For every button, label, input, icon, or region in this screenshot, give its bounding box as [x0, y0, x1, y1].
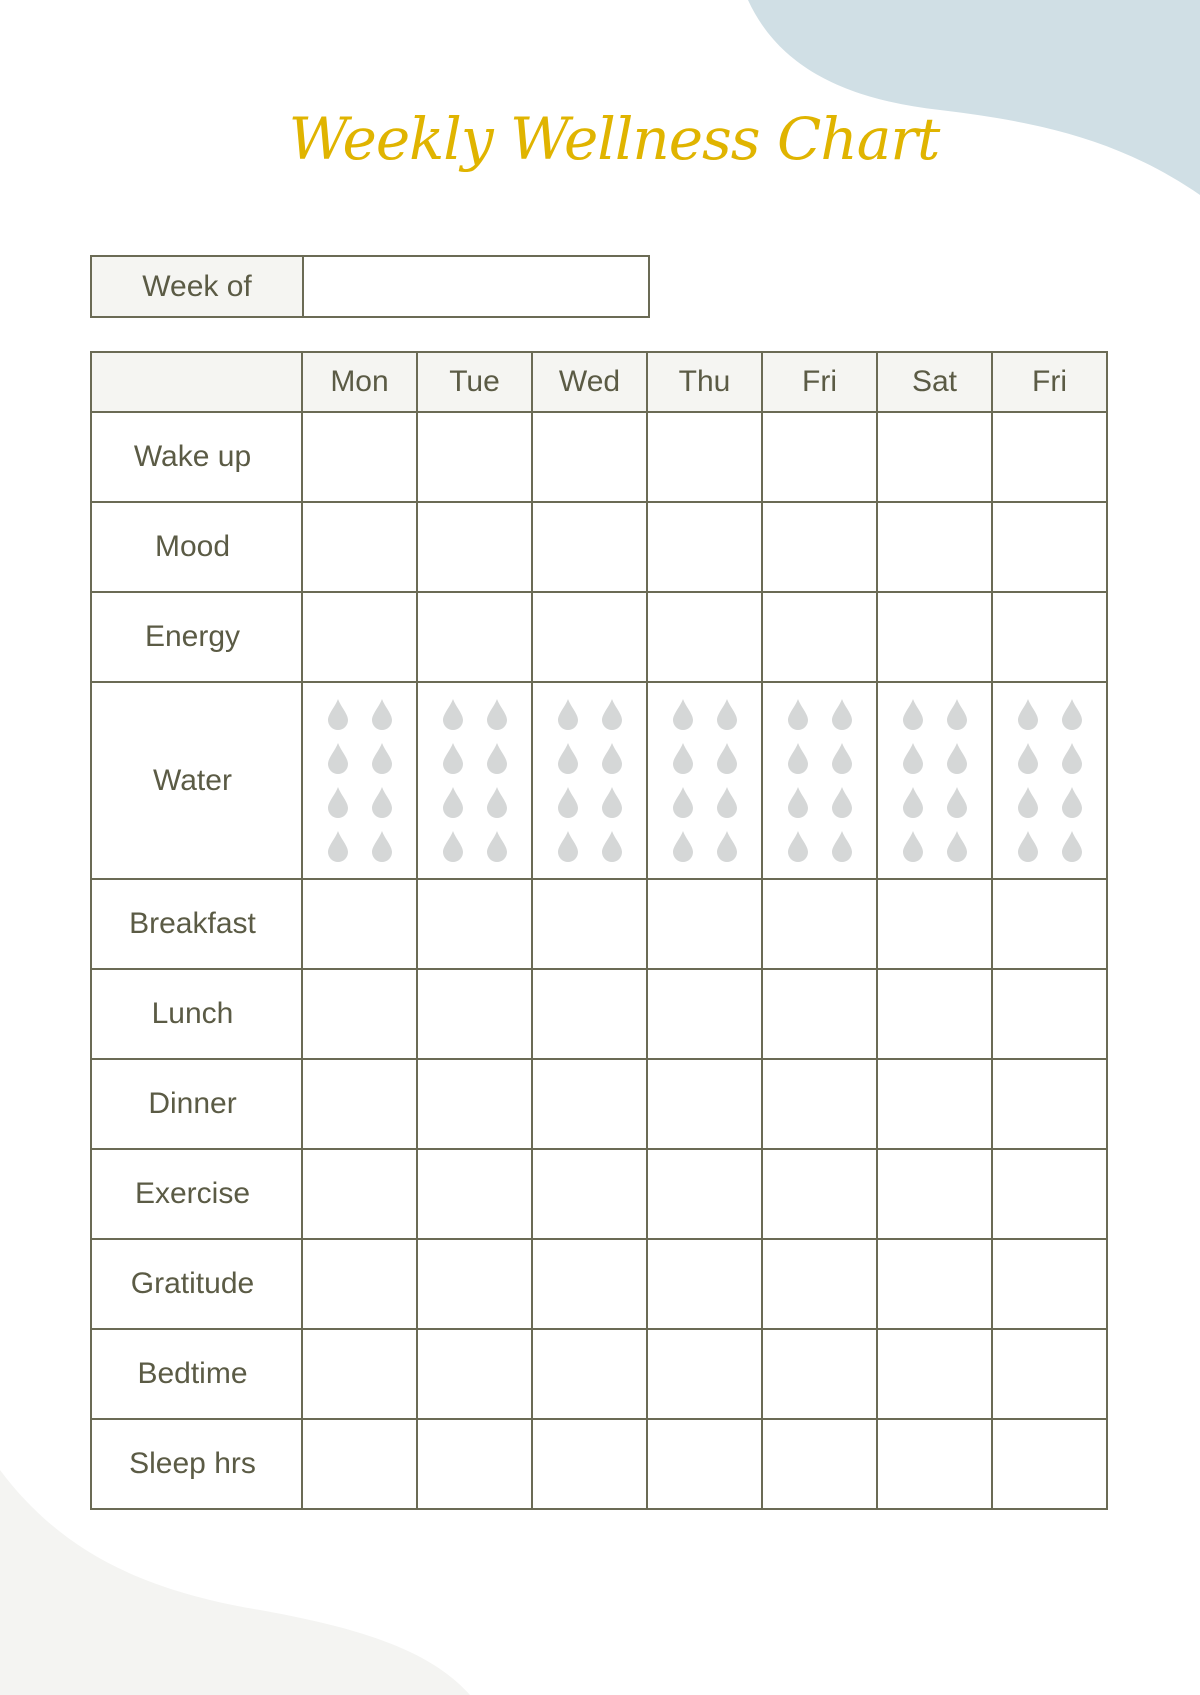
entry-cell[interactable] [532, 1329, 647, 1419]
water-drop-icon[interactable] [601, 743, 623, 775]
table-row [91, 1329, 1107, 1419]
entry-cell[interactable] [877, 1239, 992, 1329]
entry-cell[interactable] [302, 592, 417, 682]
table-row [91, 412, 1107, 502]
water-drop-icon[interactable] [831, 743, 853, 775]
entry-cell[interactable] [992, 1239, 1107, 1329]
week-of-input[interactable] [304, 257, 648, 316]
day-header: Mon [302, 352, 417, 412]
water-drop-icon[interactable] [371, 831, 393, 863]
table-row [91, 1419, 1107, 1509]
entry-cell[interactable] [532, 1059, 647, 1149]
day-header: Fri [762, 352, 877, 412]
water-drop-icon[interactable] [327, 831, 349, 863]
water-drop-icon[interactable] [787, 831, 809, 863]
entry-cell[interactable] [877, 1329, 992, 1419]
wellness-table [90, 351, 1108, 1510]
water-drop-icon[interactable] [1017, 787, 1039, 819]
water-drop-icon[interactable] [371, 743, 393, 775]
entry-cell[interactable] [762, 412, 877, 502]
row-label: Lunch [91, 969, 302, 1059]
water-drop-icon[interactable] [1061, 743, 1083, 775]
table-row [91, 502, 1107, 592]
entry-cell[interactable] [647, 1419, 762, 1509]
water-drop-icon[interactable] [486, 831, 508, 863]
water-drop-icon[interactable] [831, 787, 853, 819]
water-drop-icon[interactable] [716, 743, 738, 775]
water-drop-icon[interactable] [946, 787, 968, 819]
day-header: Tue [417, 352, 532, 412]
water-drop-icon[interactable] [946, 831, 968, 863]
water-cell[interactable] [647, 682, 762, 879]
entry-cell[interactable] [992, 1149, 1107, 1239]
water-drop-icon[interactable] [716, 831, 738, 863]
water-drop-icon[interactable] [902, 831, 924, 863]
water-drop-icon[interactable] [902, 699, 924, 731]
week-of-field[interactable] [90, 255, 650, 318]
water-drop-icon[interactable] [371, 699, 393, 731]
entry-cell[interactable] [417, 412, 532, 502]
entry-cell[interactable] [877, 1149, 992, 1239]
water-drop-icon[interactable] [442, 787, 464, 819]
row-label: Breakfast [91, 879, 302, 969]
entry-cell[interactable] [877, 592, 992, 682]
water-drop-icon[interactable] [672, 743, 694, 775]
entry-cell[interactable] [647, 1059, 762, 1149]
entry-cell[interactable] [532, 1239, 647, 1329]
entry-cell[interactable] [417, 1419, 532, 1509]
day-header: Fri [992, 352, 1107, 412]
entry-cell[interactable] [762, 1239, 877, 1329]
entry-cell[interactable] [417, 502, 532, 592]
water-drop-icon[interactable] [1017, 831, 1039, 863]
entry-cell[interactable] [762, 1149, 877, 1239]
entry-cell[interactable] [877, 502, 992, 592]
water-cell[interactable] [762, 682, 877, 879]
entry-cell[interactable] [532, 592, 647, 682]
row-label: Mood [91, 502, 302, 592]
water-drop-icon[interactable] [831, 699, 853, 731]
entry-cell[interactable] [647, 412, 762, 502]
entry-cell[interactable] [647, 1239, 762, 1329]
water-drop-icon[interactable] [1061, 787, 1083, 819]
entry-cell[interactable] [417, 879, 532, 969]
water-drop-icon[interactable] [486, 699, 508, 731]
entry-cell[interactable] [992, 969, 1107, 1059]
entry-cell[interactable] [762, 1419, 877, 1509]
water-drop-icon[interactable] [902, 743, 924, 775]
entry-cell[interactable] [302, 1329, 417, 1419]
water-cell[interactable] [302, 682, 417, 879]
entry-cell[interactable] [417, 592, 532, 682]
water-drop-icon[interactable] [486, 743, 508, 775]
water-drop-icon[interactable] [787, 699, 809, 731]
water-drop-icon[interactable] [442, 743, 464, 775]
entry-cell[interactable] [302, 1419, 417, 1509]
water-drop-icon[interactable] [557, 831, 579, 863]
day-header: Thu [647, 352, 762, 412]
entry-cell[interactable] [647, 592, 762, 682]
entry-cell[interactable] [992, 879, 1107, 969]
entry-cell[interactable] [647, 1149, 762, 1239]
water-drop-icon[interactable] [327, 699, 349, 731]
water-cell[interactable] [992, 682, 1107, 879]
entry-cell[interactable] [302, 1059, 417, 1149]
row-label: Bedtime [91, 1329, 302, 1419]
header-row [91, 352, 1107, 412]
row-label: Water [91, 682, 302, 879]
entry-cell[interactable] [762, 1329, 877, 1419]
row-label: Sleep hrs [91, 1419, 302, 1509]
entry-cell[interactable] [647, 502, 762, 592]
table-row [91, 969, 1107, 1059]
entry-cell[interactable] [417, 969, 532, 1059]
water-drop-icon[interactable] [787, 743, 809, 775]
entry-cell[interactable] [992, 412, 1107, 502]
table-row [91, 1059, 1107, 1149]
water-drop-icon[interactable] [946, 743, 968, 775]
entry-cell[interactable] [417, 1329, 532, 1419]
water-cell[interactable] [417, 682, 532, 879]
entry-cell[interactable] [417, 1149, 532, 1239]
week-of-label: Week of [92, 257, 304, 316]
water-drop-icon[interactable] [557, 787, 579, 819]
water-drop-icon[interactable] [672, 787, 694, 819]
entry-cell[interactable] [762, 879, 877, 969]
entry-cell[interactable] [762, 592, 877, 682]
row-label: Dinner [91, 1059, 302, 1149]
entry-cell[interactable] [302, 1149, 417, 1239]
water-drop-icon[interactable] [672, 831, 694, 863]
table-row [91, 682, 1107, 879]
entry-cell[interactable] [877, 1419, 992, 1509]
water-cell[interactable] [877, 682, 992, 879]
row-label: Energy [91, 592, 302, 682]
water-drop-icon[interactable] [601, 699, 623, 731]
entry-cell[interactable] [647, 1329, 762, 1419]
entry-cell[interactable] [992, 502, 1107, 592]
entry-cell[interactable] [302, 502, 417, 592]
entry-cell[interactable] [877, 969, 992, 1059]
entry-cell[interactable] [762, 969, 877, 1059]
entry-cell[interactable] [417, 1239, 532, 1329]
entry-cell[interactable] [302, 1239, 417, 1329]
water-drop-icon[interactable] [557, 699, 579, 731]
entry-cell[interactable] [992, 592, 1107, 682]
water-drop-icon[interactable] [716, 787, 738, 819]
water-drop-icon[interactable] [831, 831, 853, 863]
entry-cell[interactable] [302, 412, 417, 502]
entry-cell[interactable] [647, 879, 762, 969]
entry-cell[interactable] [992, 1419, 1107, 1509]
entry-cell[interactable] [532, 412, 647, 502]
water-drop-icon[interactable] [946, 699, 968, 731]
water-drop-icon[interactable] [486, 787, 508, 819]
water-drop-icon[interactable] [1061, 831, 1083, 863]
water-drop-icon[interactable] [1017, 699, 1039, 731]
water-drop-icon[interactable] [442, 831, 464, 863]
water-drop-icon[interactable] [716, 699, 738, 731]
entry-cell[interactable] [762, 1059, 877, 1149]
water-drop-icon[interactable] [1061, 699, 1083, 731]
entry-cell[interactable] [992, 1059, 1107, 1149]
table-row [91, 879, 1107, 969]
day-header: Sat [877, 352, 992, 412]
entry-cell[interactable] [647, 969, 762, 1059]
entry-cell[interactable] [992, 1329, 1107, 1419]
row-label: Gratitude [91, 1239, 302, 1329]
water-drop-icon[interactable] [557, 743, 579, 775]
water-drop-icon[interactable] [442, 699, 464, 731]
table-row [91, 1149, 1107, 1239]
water-cell[interactable] [532, 682, 647, 879]
entry-cell[interactable] [877, 1059, 992, 1149]
entry-cell[interactable] [532, 1149, 647, 1239]
water-drop-icon[interactable] [371, 787, 393, 819]
entry-cell[interactable] [302, 969, 417, 1059]
water-drop-icon[interactable] [672, 699, 694, 731]
water-drop-icon[interactable] [902, 787, 924, 819]
day-header: Wed [532, 352, 647, 412]
entry-cell[interactable] [532, 502, 647, 592]
entry-cell[interactable] [877, 412, 992, 502]
entry-cell[interactable] [417, 1059, 532, 1149]
table-row [91, 592, 1107, 682]
entry-cell[interactable] [877, 879, 992, 969]
water-drop-icon[interactable] [601, 787, 623, 819]
entry-cell[interactable] [532, 879, 647, 969]
table-row [91, 1239, 1107, 1329]
water-drop-icon[interactable] [327, 743, 349, 775]
entry-cell[interactable] [532, 1419, 647, 1509]
row-label: Wake up [91, 412, 302, 502]
entry-cell[interactable] [302, 879, 417, 969]
water-drop-icon[interactable] [327, 787, 349, 819]
entry-cell[interactable] [532, 969, 647, 1059]
water-drop-icon[interactable] [601, 831, 623, 863]
row-label: Exercise [91, 1149, 302, 1239]
corner-cell [91, 352, 302, 412]
water-drop-icon[interactable] [787, 787, 809, 819]
entry-cell[interactable] [762, 502, 877, 592]
page-title: Weekly Wellness Chart [288, 105, 940, 173]
water-drop-icon[interactable] [1017, 743, 1039, 775]
